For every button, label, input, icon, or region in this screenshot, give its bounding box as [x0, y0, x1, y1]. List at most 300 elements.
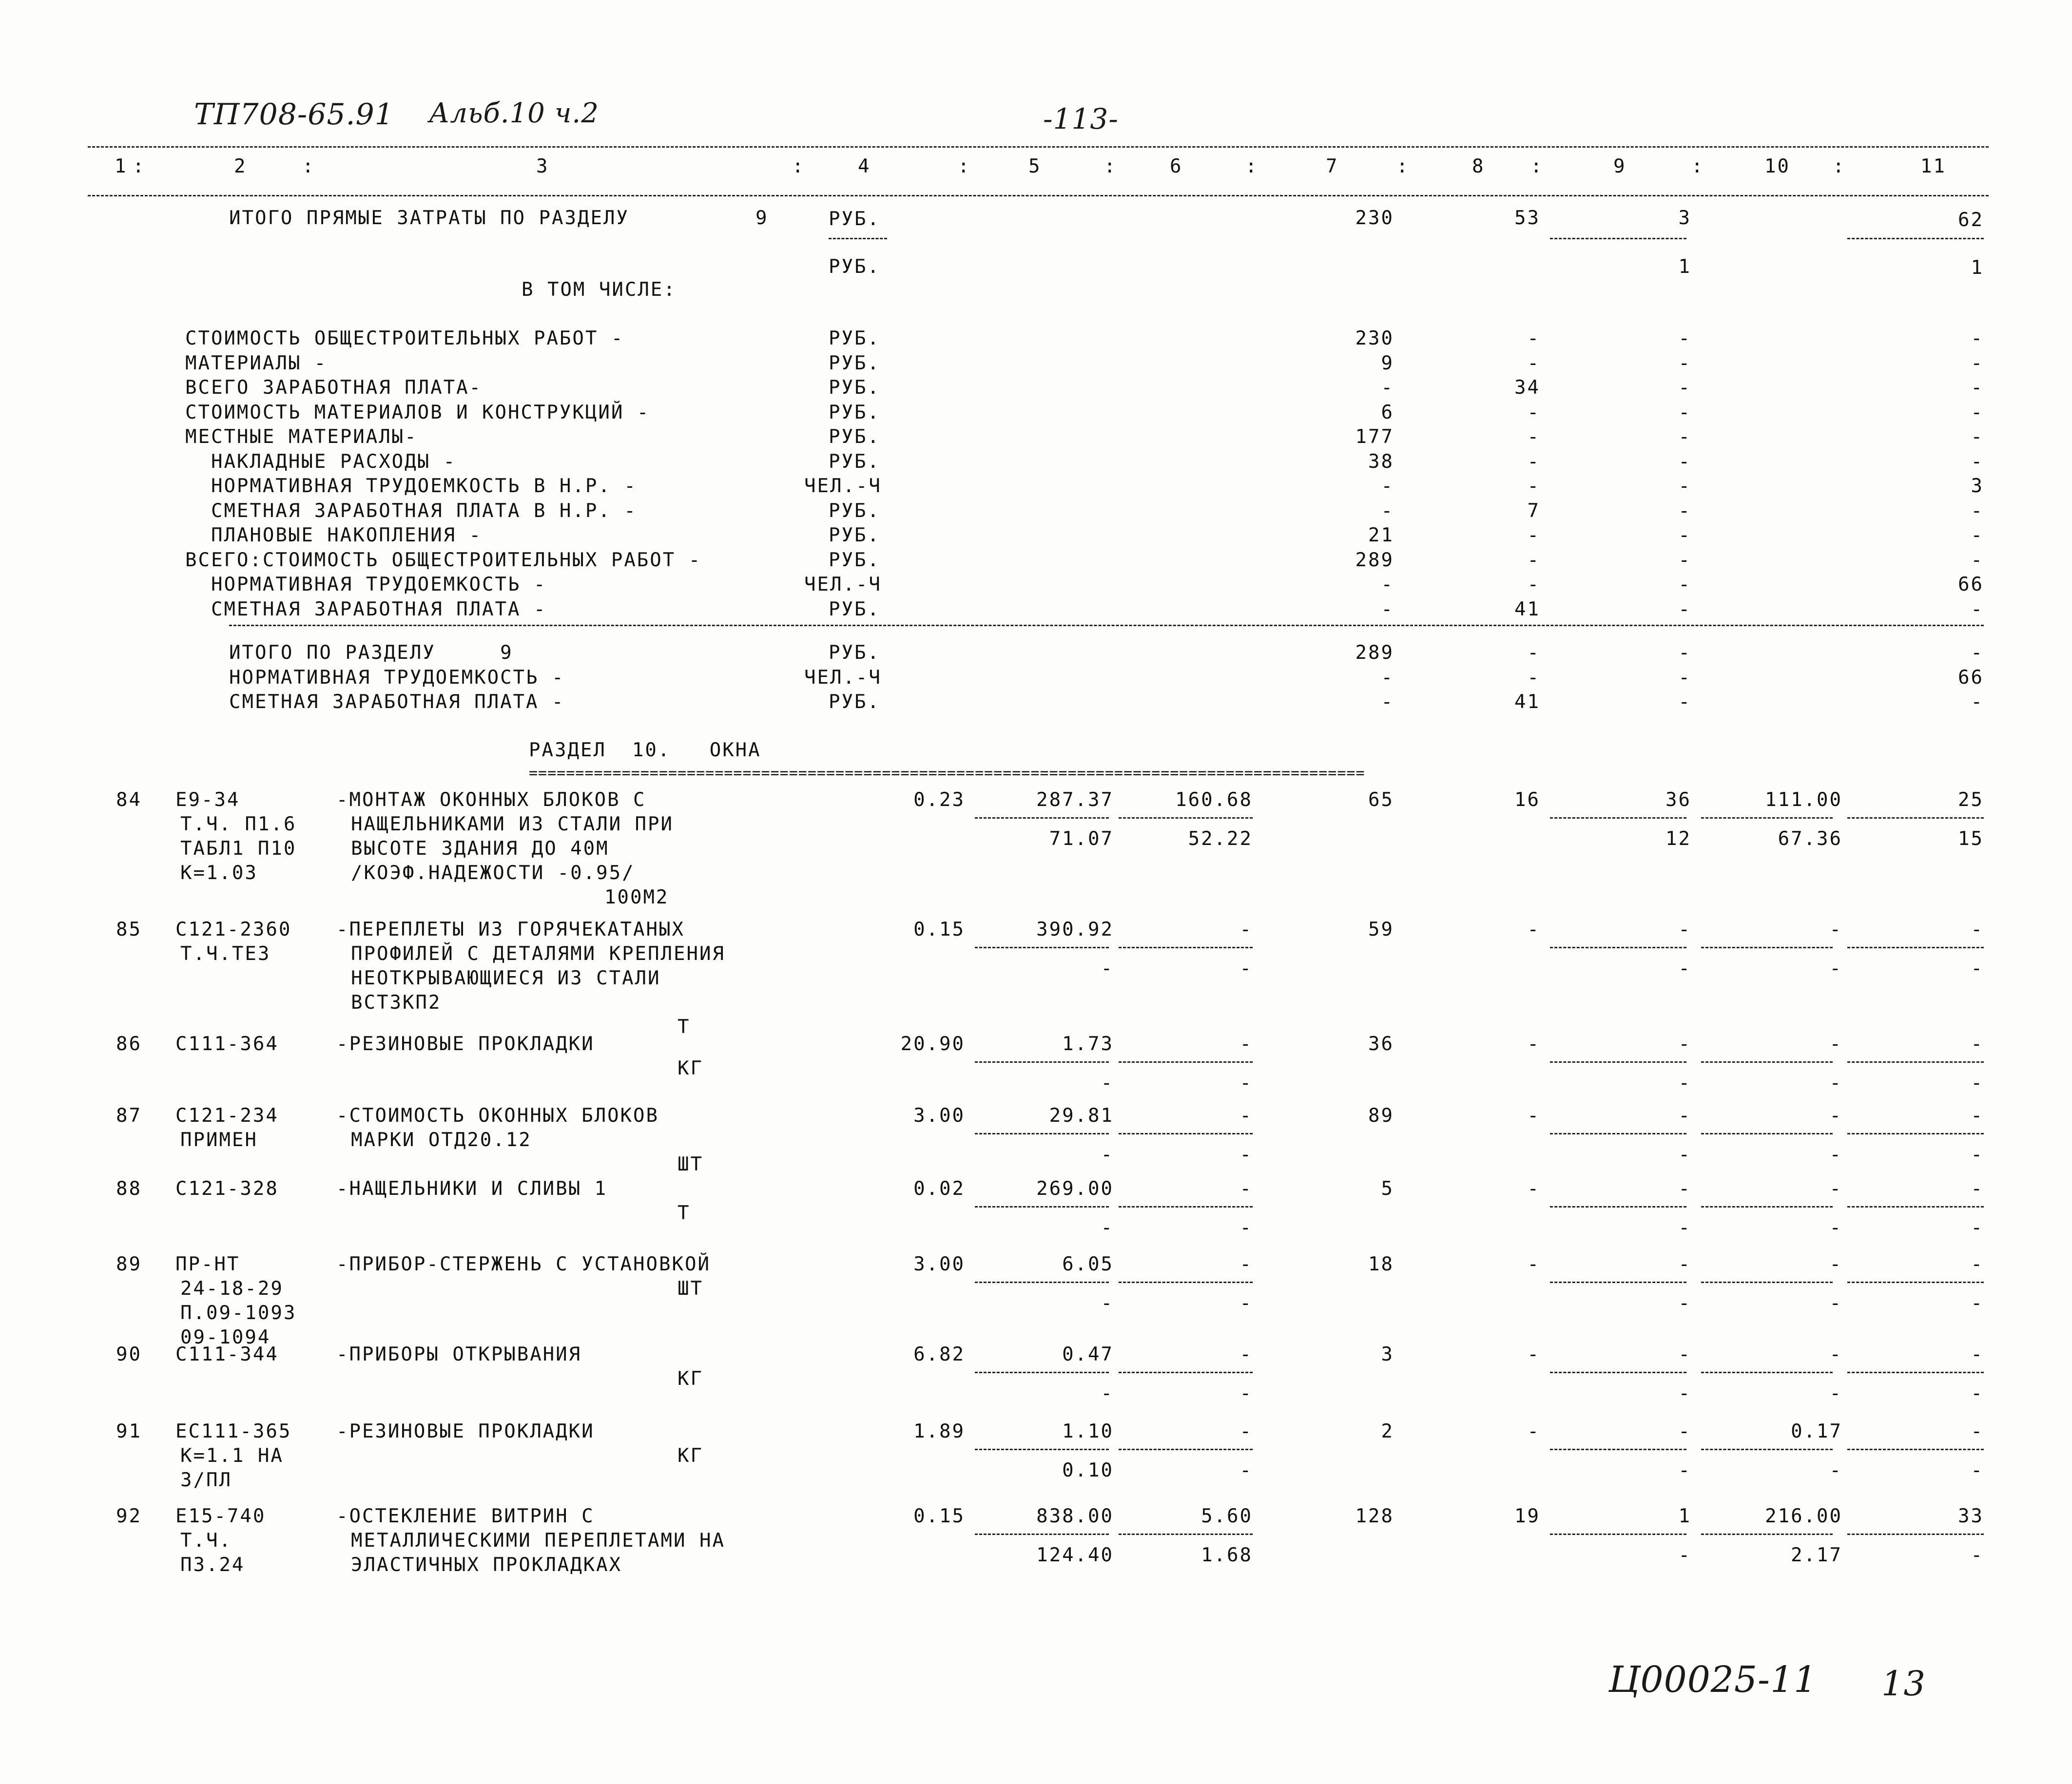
item-col8: - — [1527, 1033, 1540, 1055]
item-description: -МОНТАЖ ОКОННЫХ БЛОКОВ С — [336, 789, 646, 811]
item-unit-price: 269.00 — [1036, 1178, 1114, 1200]
section-total-col9: 3 — [1678, 207, 1691, 229]
item-col11: - — [1971, 1105, 1984, 1127]
item-code: 09-1094 — [180, 1326, 271, 1348]
item-col10: - — [1829, 1105, 1842, 1127]
separator-line — [1119, 1534, 1253, 1535]
item-col9-sub: - — [1678, 1292, 1691, 1314]
breakdown-col11: - — [1971, 426, 1984, 448]
item-unit: ШТ — [678, 1153, 703, 1175]
item-col9: 36 — [1665, 789, 1691, 811]
item-col11: - — [1971, 1178, 1984, 1200]
item-col11-sub: - — [1971, 1544, 1984, 1566]
breakdown-col7: 289 — [1355, 549, 1394, 571]
item-code: ТАБЛ1 П10 — [180, 838, 297, 860]
breakdown-col8: - — [1527, 475, 1540, 497]
breakdown-label: СМЕТНАЯ ЗАРАБОТНАЯ ПЛАТА - — [185, 598, 547, 620]
breakdown-unit: РУБ. — [829, 549, 880, 571]
breakdown-col7: - — [1381, 574, 1394, 595]
album-note: Альб.10 ч.2 — [429, 97, 599, 129]
item-col10: - — [1829, 1343, 1842, 1365]
item-code: 24-18-29 — [180, 1278, 284, 1300]
item-col10-sub: - — [1829, 1382, 1842, 1404]
item-number: 84 — [116, 789, 142, 811]
separator-line — [975, 1133, 1109, 1134]
item-description: /КОЭФ.НАДЕЖОСТИ -0.95/ — [351, 862, 635, 884]
column-separator: : — [133, 155, 146, 177]
item-wage-price: - — [1239, 1105, 1253, 1127]
header-rule-top — [88, 146, 1989, 148]
item-col11-sub: - — [1971, 1292, 1984, 1314]
breakdown-col8: - — [1527, 549, 1540, 571]
item-description: МЕТАЛЛИЧЕСКИМИ ПЕРЕПЛЕТАМИ НА — [351, 1530, 725, 1552]
breakdown-col7: - — [1381, 598, 1394, 620]
item-col11-sub: - — [1971, 1144, 1984, 1166]
separator-line — [1701, 1133, 1833, 1134]
section-total-label: ИТОГО ПРЯМЫЕ ЗАТРАТЫ ПО РАЗДЕЛУ — [229, 207, 629, 229]
breakdown-unit: РУБ. — [829, 327, 880, 349]
section-total-col8: 53 — [1514, 207, 1540, 229]
item-quantity: 6.82 — [913, 1343, 965, 1365]
item-col9: - — [1678, 1178, 1691, 1200]
breakdown-label: МАТЕРИАЛЫ - — [185, 352, 328, 374]
item-col9-sub: 12 — [1665, 828, 1691, 850]
breakdown-col11: 66 — [1958, 574, 1984, 595]
item-code: К=1.03 — [180, 862, 258, 884]
item-code: Т.Ч. П1.6 — [180, 813, 297, 835]
item-wage-price-sub: - — [1239, 1144, 1253, 1166]
item-code: С121-234 — [175, 1105, 279, 1127]
breakdown-col9: - — [1678, 524, 1691, 546]
item-col11: - — [1971, 1253, 1984, 1275]
item-unit: КГ — [678, 1057, 703, 1079]
breakdown-col11: - — [1971, 377, 1984, 399]
column-header: 9 — [1613, 155, 1627, 177]
breakdown-col7: 6 — [1381, 401, 1394, 423]
item-quantity: 3.00 — [913, 1105, 965, 1127]
item-col11-sub: 15 — [1958, 828, 1984, 850]
item-code: С121-2360 — [175, 919, 292, 940]
item-number: 86 — [116, 1033, 142, 1055]
item-unit-price-sub: - — [1101, 1382, 1114, 1404]
column-header: 5 — [1028, 155, 1042, 177]
item-description: МАРКИ ОТД20.12 — [351, 1129, 532, 1151]
item-col11: 33 — [1958, 1505, 1984, 1527]
separator-line — [1701, 817, 1833, 819]
item-quantity: 20.90 — [900, 1033, 965, 1055]
breakdown-col8: - — [1527, 352, 1540, 374]
item-description: НЕОТКРЫВАЮЩИЕСЯ ИЗ СТАЛИ — [351, 967, 661, 989]
item-col7: 59 — [1368, 919, 1394, 940]
column-separator: : — [1530, 155, 1544, 177]
breakdown-label: СТОИМОСТЬ ОБЩЕСТРОИТЕЛЬНЫХ РАБОТ - — [185, 327, 624, 349]
totals-col9: - — [1678, 691, 1691, 713]
page-number: -113- — [1043, 102, 1119, 135]
breakdown-col11: - — [1971, 401, 1984, 423]
item-wage-price-sub: 1.68 — [1201, 1544, 1253, 1566]
item-wage-price: - — [1239, 1343, 1253, 1365]
totals-rule — [229, 625, 1984, 626]
item-number: 88 — [116, 1178, 142, 1200]
item-unit-price-sub: 124.40 — [1036, 1544, 1114, 1566]
separator-line — [1701, 947, 1833, 948]
item-col10-sub: - — [1829, 1459, 1842, 1481]
totals-col11: - — [1971, 642, 1984, 664]
column-separator: : — [1691, 155, 1704, 177]
item-description: -РЕЗИНОВЫЕ ПРОКЛАДКИ — [336, 1033, 595, 1055]
item-col9: 1 — [1678, 1505, 1691, 1527]
separator-line — [1550, 1372, 1686, 1373]
separator-line — [975, 1372, 1109, 1373]
item-col11: 25 — [1958, 789, 1984, 811]
item-col10-sub: 2.17 — [1791, 1544, 1842, 1566]
column-header: 10 — [1764, 155, 1790, 177]
breakdown-label: НОРМАТИВНАЯ ТРУДОЕМКОСТЬ - — [185, 574, 547, 595]
column-separator: : — [302, 155, 315, 177]
item-number: 92 — [116, 1505, 142, 1527]
item-code: П.09-1093 — [180, 1302, 297, 1324]
item-wage-price: - — [1239, 1178, 1253, 1200]
breakdown-unit: РУБ. — [829, 450, 880, 473]
separator-line — [1119, 1372, 1253, 1373]
item-wage-price: - — [1239, 919, 1253, 940]
separator-line — [975, 1282, 1109, 1283]
item-description: -ПРИБОР-СТЕРЖЕНЬ С УСТАНОВКОЙ — [336, 1253, 711, 1275]
item-quantity: 0.15 — [913, 919, 965, 940]
item-code: Е9-34 — [175, 789, 240, 811]
item-col7: 65 — [1368, 789, 1394, 811]
sheet-number: 13 — [1881, 1664, 1926, 1704]
item-col10: - — [1829, 1253, 1842, 1275]
item-unit-price-sub: - — [1101, 1072, 1114, 1094]
item-unit: 100М2 — [604, 886, 669, 908]
breakdown-col11: - — [1971, 524, 1984, 546]
item-col10: - — [1829, 1033, 1842, 1055]
item-number: 87 — [116, 1105, 142, 1127]
section-total-col11: 62 — [1958, 209, 1984, 231]
item-unit-price: 1.10 — [1062, 1420, 1114, 1442]
item-col11-sub: - — [1971, 1072, 1984, 1094]
separator-line — [1550, 1449, 1686, 1450]
totals-label: НОРМАТИВНАЯ ТРУДОЕМКОСТЬ - — [229, 666, 565, 689]
item-wage-price-sub: - — [1239, 958, 1253, 979]
item-col10-sub: - — [1829, 1072, 1842, 1094]
breakdown-col7: - — [1381, 475, 1394, 497]
item-col10-sub: - — [1829, 1292, 1842, 1314]
separator-line — [1550, 947, 1686, 948]
item-wage-price: 5.60 — [1201, 1505, 1253, 1527]
totals-col8: - — [1527, 642, 1540, 664]
breakdown-col9: - — [1678, 327, 1691, 349]
item-quantity: 1.89 — [913, 1420, 965, 1442]
item-code: ПРИМЕН — [180, 1129, 258, 1151]
item-description: -ПЕРЕПЛЕТЫ ИЗ ГОРЯЧЕКАТАНЫХ — [336, 919, 685, 940]
item-unit: Т — [678, 1016, 691, 1038]
totals-col8: - — [1527, 666, 1540, 689]
item-number: 85 — [116, 919, 142, 940]
section-title-underline: ========================================================================================== — [529, 765, 1365, 782]
breakdown-col11: 3 — [1971, 475, 1984, 497]
separator-line — [1847, 1449, 1984, 1450]
breakdown-col9: - — [1678, 352, 1691, 374]
item-code: Т.Ч.ТЕЗ — [180, 943, 271, 965]
totals-col8: 41 — [1514, 691, 1540, 713]
item-col7: 5 — [1381, 1178, 1394, 1200]
item-unit: КГ — [678, 1368, 703, 1390]
breakdown-label: НОРМАТИВНАЯ ТРУДОЕМКОСТЬ В Н.Р. - — [185, 475, 637, 497]
separator-line — [1550, 1061, 1686, 1063]
breakdown-col11: - — [1971, 598, 1984, 620]
item-number: 89 — [116, 1253, 142, 1275]
column-separator: : — [958, 155, 971, 177]
section-total-number: 9 — [755, 207, 769, 229]
breakdown-col7: 230 — [1355, 327, 1394, 349]
totals-label: СМЕТНАЯ ЗАРАБОТНАЯ ПЛАТА - — [229, 691, 565, 713]
item-description: -ПРИБОРЫ ОТКРЫВАНИЯ — [336, 1343, 582, 1365]
column-separator: : — [1396, 155, 1410, 177]
item-unit-price: 0.47 — [1062, 1343, 1114, 1365]
item-wage-price-sub: - — [1239, 1217, 1253, 1239]
section-total-unit: РУБ. — [829, 256, 880, 278]
item-wage-price-sub: - — [1239, 1382, 1253, 1404]
breakdown-unit: ЧЕЛ.-Ч — [804, 475, 882, 497]
archive-stamp: Ц00025-11 — [1608, 1659, 1818, 1701]
item-col9-sub: - — [1678, 1217, 1691, 1239]
breakdown-col11: - — [1971, 549, 1984, 571]
item-description: НАЩЕЛЬНИКАМИ ИЗ СТАЛИ ПРИ — [351, 813, 674, 835]
item-col10: 216.00 — [1765, 1505, 1842, 1527]
item-code: С121-328 — [175, 1178, 279, 1200]
item-wage-price-sub: - — [1239, 1459, 1253, 1481]
separator-line — [1550, 1133, 1686, 1134]
breakdown-unit: РУБ. — [829, 524, 880, 546]
column-header: 8 — [1472, 155, 1485, 177]
item-number: 90 — [116, 1343, 142, 1365]
item-col7: 128 — [1355, 1505, 1394, 1527]
item-col8: 16 — [1514, 789, 1540, 811]
item-quantity: 3.00 — [913, 1253, 965, 1275]
item-col9-sub: - — [1678, 1382, 1691, 1404]
item-col10-sub: - — [1829, 1144, 1842, 1166]
item-unit-price: 1.73 — [1062, 1033, 1114, 1055]
separator-line — [975, 817, 1109, 819]
totals-col11: - — [1971, 691, 1984, 713]
separator-line — [975, 1061, 1109, 1063]
breakdown-col11: - — [1971, 352, 1984, 374]
item-description: -ОСТЕКЛЕНИЕ ВИТРИН С — [336, 1505, 595, 1527]
breakdown-col8: 34 — [1514, 377, 1540, 399]
breakdown-unit: РУБ. — [829, 598, 880, 620]
breakdown-label: МЕСТНЫЕ МАТЕРИАЛЫ- — [185, 426, 418, 448]
separator-line — [1701, 1282, 1833, 1283]
breakdown-col8: 7 — [1527, 499, 1540, 522]
item-col9: - — [1678, 1420, 1691, 1442]
column-header: 2 — [234, 155, 247, 177]
breakdown-unit: РУБ. — [829, 377, 880, 399]
item-col7: 3 — [1381, 1343, 1394, 1365]
item-quantity: 0.15 — [913, 1505, 965, 1527]
header-rule-bottom — [88, 195, 1989, 196]
item-col11: - — [1971, 1420, 1984, 1442]
totals-col7: - — [1381, 691, 1394, 713]
item-col10: 0.17 — [1791, 1420, 1842, 1442]
item-unit: Т — [678, 1202, 691, 1224]
item-code: ПР-НТ — [175, 1253, 240, 1275]
breakdown-col7: 38 — [1368, 450, 1394, 473]
separator-line — [1701, 1534, 1833, 1535]
item-description: ЭЛАСТИЧНЫХ ПРОКЛАДКАХ — [351, 1554, 622, 1576]
item-unit-price: 390.92 — [1036, 919, 1114, 940]
item-col8: - — [1527, 1178, 1540, 1200]
breakdown-label: НАКЛАДНЫЕ РАСХОДЫ - — [185, 450, 457, 473]
column-header: 7 — [1326, 155, 1339, 177]
totals-col7: 289 — [1355, 642, 1394, 664]
item-col9-sub: - — [1678, 1072, 1691, 1094]
separator-line — [1701, 1372, 1833, 1373]
section-total-col9-second: 1 — [1678, 256, 1691, 278]
separator-line — [975, 1534, 1109, 1535]
column-header: 1 — [115, 155, 128, 177]
item-col7: 89 — [1368, 1105, 1394, 1127]
item-code: Е15-740 — [175, 1505, 266, 1527]
item-description: -СТОИМОСТЬ ОКОННЫХ БЛОКОВ — [336, 1105, 659, 1127]
item-wage-price: - — [1239, 1420, 1253, 1442]
separator-line — [975, 947, 1109, 948]
item-col9: - — [1678, 1253, 1691, 1275]
breakdown-col8: - — [1527, 524, 1540, 546]
breakdown-col7: - — [1381, 499, 1394, 522]
item-wage-price: - — [1239, 1253, 1253, 1275]
column-header: 4 — [858, 155, 871, 177]
column-separator: : — [792, 155, 805, 177]
item-col10-sub: - — [1829, 1217, 1842, 1239]
item-col9: - — [1678, 1033, 1691, 1055]
item-col8: 19 — [1514, 1505, 1540, 1527]
item-description: -РЕЗИНОВЫЕ ПРОКЛАДКИ — [336, 1420, 595, 1442]
column-header: 3 — [536, 155, 549, 177]
item-unit-price: 287.37 — [1036, 789, 1114, 811]
breakdown-label: СМЕТНАЯ ЗАРАБОТНАЯ ПЛАТА В Н.Р. - — [185, 499, 637, 522]
item-col10: - — [1829, 919, 1842, 940]
section-total-col11-second: 1 — [1971, 257, 1984, 279]
breakdown-col7: 21 — [1368, 524, 1394, 546]
item-wage-price-sub: 52.22 — [1188, 828, 1253, 850]
including-heading: В ТОМ ЧИСЛЕ: — [522, 279, 677, 301]
separator-line — [1701, 1206, 1833, 1208]
breakdown-unit: РУБ. — [829, 426, 880, 448]
separator-line — [1550, 1282, 1686, 1283]
item-col9-sub: - — [1678, 1544, 1691, 1566]
item-description: ВСТ3КП2 — [351, 992, 442, 1014]
totals-col9: - — [1678, 666, 1691, 689]
item-col11-sub: - — [1971, 958, 1984, 979]
item-col8: - — [1527, 1343, 1540, 1365]
item-wage-price-sub: - — [1239, 1072, 1253, 1094]
separator-line — [975, 1449, 1109, 1450]
item-unit: КГ — [678, 1445, 703, 1467]
separator-line — [1847, 1206, 1984, 1208]
breakdown-col9: - — [1678, 598, 1691, 620]
item-col8: - — [1527, 1420, 1540, 1442]
item-col9: - — [1678, 1105, 1691, 1127]
breakdown-col8: - — [1527, 401, 1540, 423]
breakdown-col9: - — [1678, 549, 1691, 571]
breakdown-col8: - — [1527, 450, 1540, 473]
breakdown-col7: 177 — [1355, 426, 1394, 448]
item-col11: - — [1971, 919, 1984, 940]
breakdown-col8: - — [1527, 426, 1540, 448]
separator-line — [1550, 1206, 1686, 1208]
item-unit-price-sub: - — [1101, 1217, 1114, 1239]
totals-col11: 66 — [1958, 666, 1984, 689]
column-separator: : — [1104, 155, 1117, 177]
item-col11-sub: - — [1971, 1459, 1984, 1481]
item-description: ВЫСОТЕ ЗДАНИЯ ДО 40М — [351, 838, 609, 860]
item-number: 91 — [116, 1420, 142, 1442]
separator-line — [1550, 1534, 1686, 1535]
item-code: С111-344 — [175, 1343, 279, 1365]
item-col10-sub: - — [1829, 958, 1842, 979]
section-total-col7: 230 — [1355, 207, 1394, 229]
item-quantity: 0.02 — [913, 1178, 965, 1200]
separator-line — [1847, 1282, 1984, 1283]
item-code: С111-364 — [175, 1033, 279, 1055]
separator-line — [1847, 238, 1984, 239]
breakdown-col9: - — [1678, 499, 1691, 522]
item-col9: - — [1678, 1343, 1691, 1365]
separator-line — [1847, 817, 1984, 819]
item-code: П3.24 — [180, 1554, 245, 1576]
item-col9: - — [1678, 919, 1691, 940]
separator-line — [975, 1206, 1109, 1208]
separator-line — [1701, 1061, 1833, 1063]
item-col9-sub: - — [1678, 1459, 1691, 1481]
item-code: Т.Ч. — [180, 1530, 232, 1552]
separator-line — [1119, 817, 1253, 819]
separator-line — [1847, 1133, 1984, 1134]
breakdown-unit: РУБ. — [829, 352, 880, 374]
breakdown-label: ВСЕГО:СТОИМОСТЬ ОБЩЕСТРОИТЕЛЬНЫХ РАБОТ - — [185, 549, 702, 571]
separator-line — [1119, 1133, 1253, 1134]
breakdown-col7: 9 — [1381, 352, 1394, 374]
item-col11: - — [1971, 1343, 1984, 1365]
doc-code: ТП708-65.91 — [194, 97, 394, 132]
item-unit-price-sub: - — [1101, 1144, 1114, 1166]
totals-label: ИТОГО ПО РАЗДЕЛУ 9 — [229, 642, 513, 664]
item-col7: 18 — [1368, 1253, 1394, 1275]
item-code: К=1.1 НА — [180, 1445, 284, 1467]
breakdown-unit: РУБ. — [829, 401, 880, 423]
column-separator: : — [1833, 155, 1846, 177]
item-unit-price-sub: 0.10 — [1062, 1459, 1114, 1481]
item-wage-price-sub: - — [1239, 1292, 1253, 1314]
item-col10: - — [1829, 1178, 1842, 1200]
separator-line — [1119, 1061, 1253, 1063]
breakdown-unit: РУБ. — [829, 499, 880, 522]
totals-unit: РУБ. — [829, 642, 880, 664]
separator-line — [1847, 1372, 1984, 1373]
item-code: ЕС111-365 — [175, 1420, 292, 1442]
item-col11-sub: - — [1971, 1382, 1984, 1404]
item-col8: - — [1527, 1105, 1540, 1127]
breakdown-col11: - — [1971, 499, 1984, 522]
separator-line — [829, 238, 887, 239]
breakdown-label: ПЛАНОВЫЕ НАКОПЛЕНИЯ - — [185, 524, 483, 546]
item-wage-price: - — [1239, 1033, 1253, 1055]
separator-line — [1119, 1206, 1253, 1208]
breakdown-col7: - — [1381, 377, 1394, 399]
item-col8: - — [1527, 1253, 1540, 1275]
